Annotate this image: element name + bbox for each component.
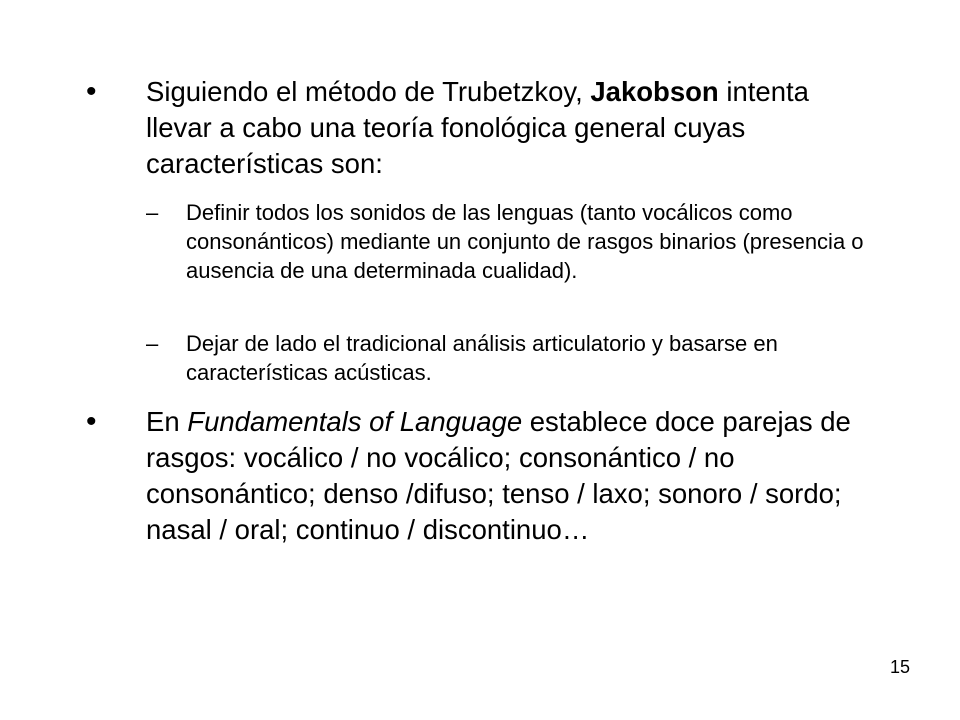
subitem-text: Dejar de lado el tradicional análisis articulatorio y basarse en características acústicas. — [186, 331, 778, 385]
subitem-text: Definir todos los sonidos de las lenguas (tanto vocálicos como consonánticos) mediante un conjunto de rasgos binarios (presencia o ausencia de una determinada cualidad). — [186, 200, 864, 283]
page-number: 15 — [889, 657, 910, 677]
bullet-text-prefix: En — [146, 406, 188, 437]
bullet-text-prefix: Siguiendo el método de Trubetzkoy, — [146, 76, 591, 107]
bullet-text — [146, 404, 866, 548]
bullet-text-emphasis: Fundamentals of Language — [187, 406, 523, 437]
bullet-marker: • — [86, 405, 97, 438]
dash-marker: – — [146, 200, 159, 225]
bullet-text-suffix: intenta llevar a cabo una teoría fonológica general cuyas características son: — [146, 76, 809, 179]
bullet-marker: • — [86, 75, 97, 108]
dash-marker: – — [146, 331, 159, 356]
bullet-text-suffix: establece doce parejas de rasgos: vocálico / no vocálico; consonántico / no consonántico; denso /difuso; tenso / laxo; sonoro / sordo; nasal / oral; continuo / discontinuo… — [146, 406, 851, 545]
bullet-text — [146, 74, 866, 182]
bullet-text-emphasis: Jakobson — [590, 76, 719, 107]
